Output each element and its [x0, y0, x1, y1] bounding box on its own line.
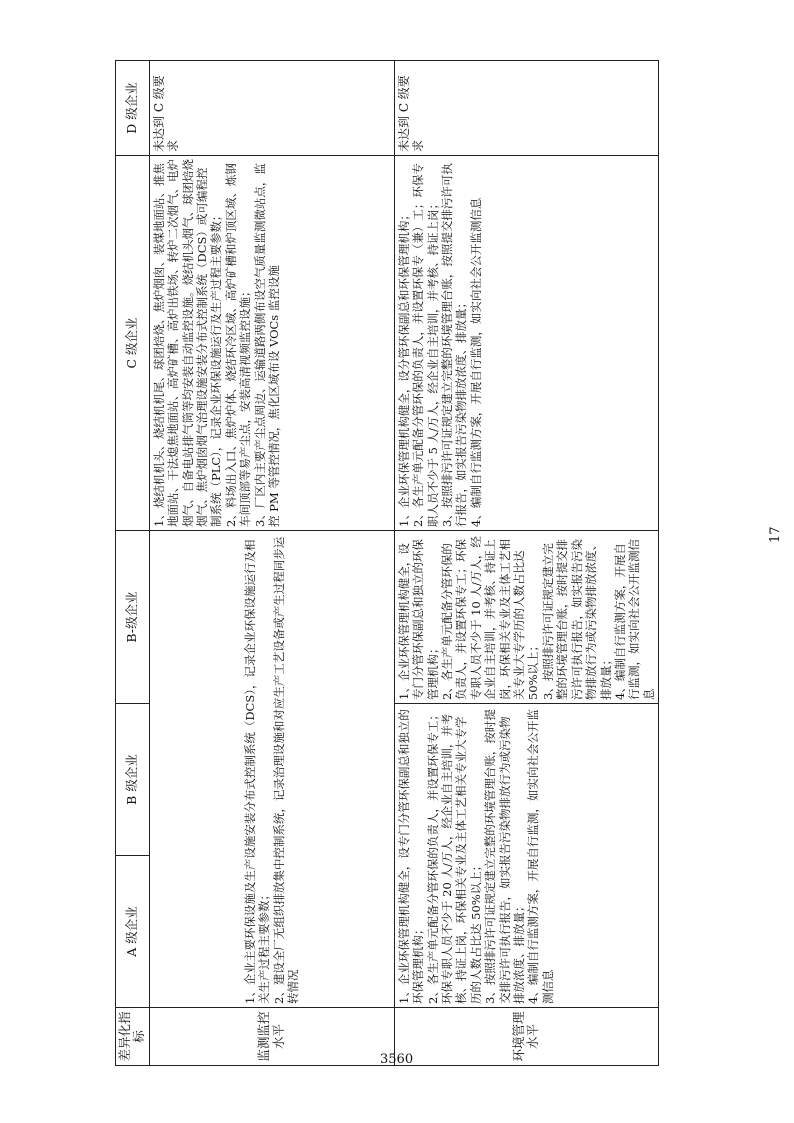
- text-line: 1、烧结机机头、烧结机机尾、球团焙烧、焦炉烟囱、装煤地面站、推焦地面站、干法熄焦地面站、高炉矿槽、高炉出铁场、转炉二次烟气、电炉烟气、自备电站排气筒等均安装自动监控设施。烧结机头烟气、球团焙烧烟气、焦炉烟囱烟气治理设施安装分布式控制系统（DCS）或可编程控制系统（PLC），记录企业环保设施运行及生产过程主要参数；: [151, 159, 224, 527]
- cell-monitoring-d: 未达到 C 级要求: [149, 61, 394, 156]
- text-line: 2、各生产单元配备分管环保的负责人，并设置环保专工；环保专职人员不少于 10 人/万人，经企业自主培训，并考核、持证上岗，环保相关专业及主体工艺相关专业大专学历的人数占比达 50%以上；: [440, 536, 541, 700]
- header-d: D 级企业: [116, 61, 150, 156]
- text-line: 2、各生产单元配备分管环保的负责人，并设置环保专工；环保专职人员不少于 20 人/万人，经企业自主培训，并考核、持证上岗，环保相关专业及主体工艺相关专业大专学历的人数占比达 50%以上；: [425, 709, 483, 1004]
- outer-page-number: 3560: [380, 1052, 414, 1067]
- cell-monitoring-c: [149, 156, 394, 531]
- cell-management-ab: [394, 704, 658, 1008]
- header-bminus: B-级企业: [116, 531, 150, 704]
- text-line: 3、按照排污许可证规定建立完整的环境管理台账，按时提交排污许可执行报告，如实报告污染物排放行为或污染物排放浓度、排放量；: [483, 709, 527, 1004]
- text-line: 1、企业环保管理机构健全，设专门分管环保副总和独立的环保管理机构；: [396, 539, 440, 700]
- header-indicator: 差异化指标: [116, 1008, 150, 1066]
- text-line: 3、厂区内主要产尘点周边、运输道路两侧布设空气质量监测微站点，监控 PM 等管控情况，焦化区域布设 VOCs 监控设施: [252, 163, 282, 527]
- indicator-management: 环境管理水平: [394, 1008, 658, 1066]
- indicator-monitoring: 监测监控水平: [149, 1008, 394, 1066]
- cell-management-c: [394, 156, 658, 531]
- text-line: 2、各生产单元配备分管环保的负责人，并设置环保专（兼）工；环保专职人员不少于 5 人/万人，经企业自主培训，并考核、持证上岗；: [411, 163, 440, 527]
- text-line: 4、编制自行监测方案，开展自行监测，如实向社会公开监测信息: [468, 197, 483, 527]
- text-line: 3、按照排污许可证规定建立完整的环境管理台账，按时提交排污许可执行报告，如实报告污染物排放行为或污染物排放浓度、排放量；: [540, 539, 613, 700]
- table-row: [394, 61, 658, 1066]
- header-b: B 级企业: [116, 704, 150, 856]
- text-line: 2、建设全厂无组织排放集中控制系统，记录治理设施和对应生产工艺设备或产生过程同步运转情况: [271, 536, 301, 1004]
- header-c: C 级企业: [116, 156, 150, 531]
- text-line: 4、编制自行监测方案，开展自行监测，如实向社会公开监测信息: [612, 539, 656, 700]
- cell-monitoring-ab: [149, 531, 394, 1008]
- text-line: 2、料场出入口、焦炉炉体、烧结环冷区域、高炉矿槽和炉顶区域、炼钢车间顶部等易产尘点，安装高清视频监控设施；: [223, 163, 253, 527]
- text-line: 1、企业环保管理机构健全，设分管环保副总和环保管理机构；: [396, 209, 411, 527]
- text-line: 1、企业环保管理机构健全，设专门分管环保副总和独立的环保管理机构；: [396, 709, 426, 1004]
- inner-page-number: 17: [768, 526, 783, 543]
- table-row: [149, 61, 394, 1066]
- cell-management-d: 未达到 C 级要求: [394, 61, 658, 156]
- header-a: A 级企业: [116, 856, 150, 1008]
- differentiation-table: [115, 60, 659, 1066]
- header-row: [116, 61, 150, 1066]
- cell-management-bminus: [394, 531, 658, 704]
- text-line: 4、编制自行监测方案，开展自行监测，如实向社会公开监测信息: [526, 709, 555, 1004]
- text-line: 1、企业主要环保设施及生产设施安装分布式控制系统（DCS），记录企业环保设施运行及相关生产过程主要参数；: [243, 539, 272, 1004]
- text-line: 3、按照排污许可证规定建立完整的环境管理台账，按照提交排污许可执行报告，如实报告污染物排放浓度、排放量；: [440, 163, 469, 527]
